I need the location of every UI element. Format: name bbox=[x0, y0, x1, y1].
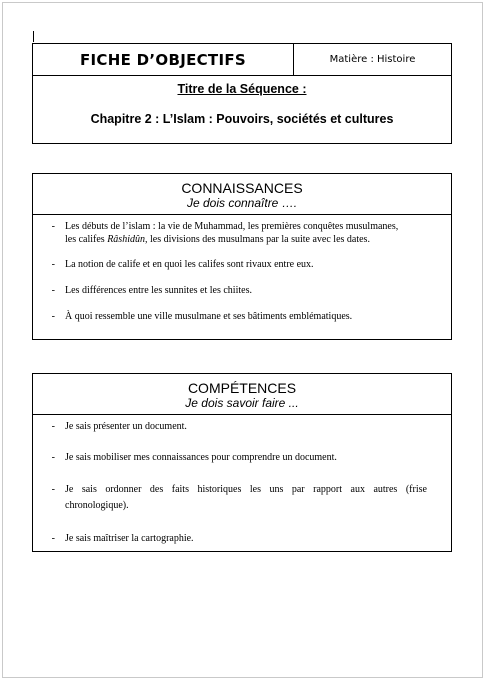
list-item bbox=[33, 451, 447, 464]
list-item-text: Je sais maîtriser la cartographie. bbox=[65, 533, 194, 544]
bullet-dash: - bbox=[51, 533, 55, 544]
knowledge-section-header bbox=[33, 174, 451, 215]
bullet-dash: - bbox=[51, 484, 55, 495]
sequence-title: Titre de la Séquence : bbox=[177, 82, 307, 96]
bullet-dash: - bbox=[51, 259, 55, 270]
objectives-header bbox=[32, 43, 452, 144]
bullet-dash: - bbox=[51, 311, 55, 322]
list-item-text: les califes bbox=[65, 234, 108, 245]
header-top-row bbox=[33, 44, 451, 76]
list-item-text: Je sais présenter un document. bbox=[65, 421, 187, 432]
list-item-text: Les débuts de l’islam : la vie de Muhammad, les premières conquêtes musulmanes, bbox=[65, 221, 399, 232]
chapter-title: Chapitre 2 : L’Islam : Pouvoirs, sociétés et cultures bbox=[90, 112, 394, 126]
skills-list bbox=[33, 415, 451, 551]
skills-section-header bbox=[33, 374, 451, 415]
list-item bbox=[33, 220, 447, 246]
knowledge-list bbox=[33, 215, 451, 329]
list-item bbox=[33, 532, 447, 545]
skills-title: COMPÉTENCES bbox=[187, 380, 297, 396]
list-item-text: chronologique). bbox=[65, 500, 129, 511]
list-item-text: Je sais ordonner des faits historiques les uns par rapport aux autres (frise bbox=[65, 484, 427, 495]
emphasized-term: Râshidûn, bbox=[107, 234, 148, 245]
knowledge-title: CONNAISSANCES bbox=[181, 180, 303, 196]
list-item-text: Les différences entre les sunnites et les chiites. bbox=[65, 285, 252, 296]
list-item bbox=[33, 310, 447, 323]
bullet-dash: - bbox=[51, 285, 55, 296]
bullet-dash: - bbox=[51, 452, 55, 463]
list-item bbox=[33, 420, 447, 433]
list-item-text: La notion de calife et en quoi les califes sont rivaux entre eux. bbox=[65, 259, 314, 270]
list-item-text: les divisions des musulmans par la suite avec les dates. bbox=[147, 234, 370, 245]
skills-section bbox=[32, 373, 452, 552]
list-item-text: À quoi ressemble une ville musulmane et ses bâtiments emblématiques. bbox=[65, 311, 353, 322]
bullet-dash: - bbox=[51, 221, 55, 232]
fiche-title: FICHE D’OBJECTIFS bbox=[33, 44, 294, 75]
list-item bbox=[33, 284, 447, 297]
subject-label: Matière : Histoire bbox=[329, 54, 416, 65]
text-cursor bbox=[33, 31, 34, 42]
bullet-dash: - bbox=[51, 421, 55, 432]
list-item bbox=[33, 482, 447, 514]
knowledge-subtitle: Je dois connaître …. bbox=[186, 196, 298, 210]
knowledge-section bbox=[32, 173, 452, 340]
skills-subtitle: Je dois savoir faire ... bbox=[185, 396, 299, 410]
list-item-text: Je sais mobiliser mes connaissances pour comprendre un document. bbox=[65, 452, 337, 463]
list-item bbox=[33, 258, 447, 271]
